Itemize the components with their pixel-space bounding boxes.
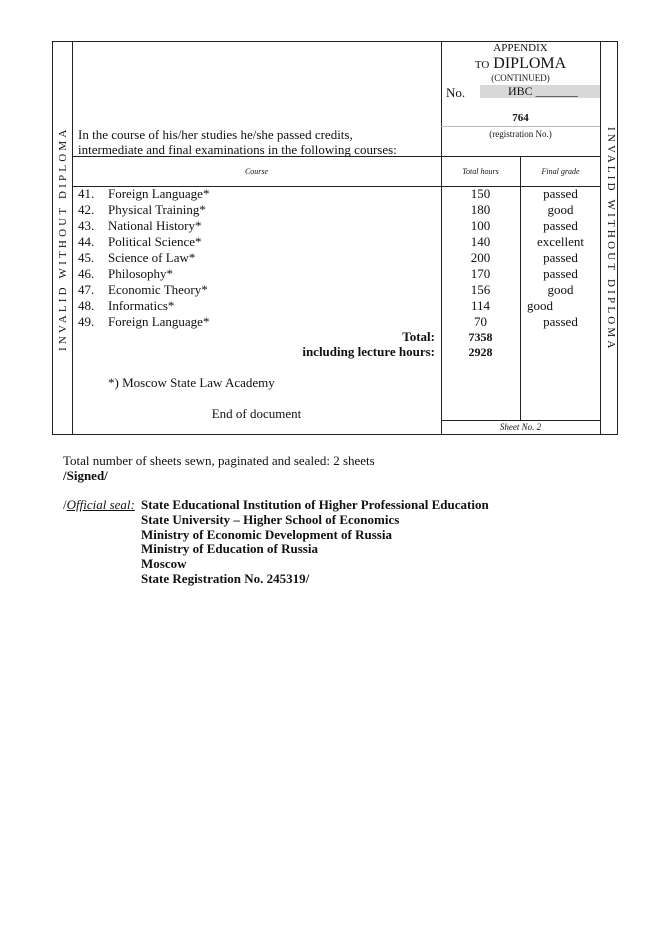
table-row [53, 250, 619, 266]
table-row [53, 282, 619, 298]
total-label: Total: [402, 329, 435, 344]
seal-line: State Educational Institution of Higher Professional Education [141, 497, 489, 512]
appendix-form [52, 41, 618, 435]
row-number: 44. [78, 234, 95, 249]
reg-line [441, 126, 600, 127]
course-name: Economic Theory* [108, 282, 208, 297]
table-row [53, 298, 619, 314]
final-grade: passed [543, 250, 578, 265]
course-name: Science of Law* [108, 250, 196, 265]
diploma-word: DIPLOMA [493, 55, 567, 72]
seal-label-text: Official seal: [66, 497, 135, 512]
final-grade: excellent [537, 234, 584, 249]
table-row [53, 266, 619, 282]
seal-line: Ministry of Education of Russia [141, 541, 318, 556]
sheets-statement: Total number of sheets sewn, paginated and sealed: 2 sheets [63, 453, 375, 468]
table-row [53, 314, 619, 330]
course-name: Philosophy* [108, 266, 174, 281]
final-grade: good [547, 282, 574, 297]
sheet-line [441, 420, 600, 421]
intro-text: In the course of his/her studies he/she passed credits, [78, 127, 353, 142]
total-hours: 100 [470, 218, 491, 233]
seal-line: Ministry of Economic Development of Russia [141, 527, 392, 542]
total-value: 7358 [468, 330, 493, 344]
side-text-right: INVALID WITHOUT DIPLOMA [605, 126, 617, 352]
table-row [53, 202, 619, 218]
final-grade: passed [543, 314, 578, 329]
final-grade: good [547, 202, 574, 217]
row-number: 43. [78, 218, 95, 233]
course-name: National History* [108, 218, 202, 233]
course-name: Foreign Language* [108, 186, 210, 201]
final-grade: good [527, 298, 553, 313]
lecture-hours-label: including lecture hours: [302, 344, 435, 359]
diploma-series: ИВС _______ [508, 84, 578, 98]
lecture-hours-value: 2928 [468, 345, 493, 359]
signed-note: /Signed/ [63, 468, 108, 483]
row-number: 47. [78, 282, 95, 297]
registration-number: 764 [512, 112, 529, 124]
total-hours: 140 [470, 234, 491, 249]
seal-line: Moscow [141, 556, 187, 571]
intro-text-2: intermediate and final examinations in the following courses: [78, 142, 397, 157]
footnote: *) Moscow State Law Academy [108, 375, 275, 390]
course-name: Physical Training* [108, 202, 206, 217]
grade-column-header: Final grade [541, 167, 580, 176]
seal-line: State University – Higher School of Economics [141, 512, 400, 527]
row-number: 42. [78, 202, 95, 217]
continued-label: (CONTINUED) [491, 73, 550, 83]
total-hours: 180 [470, 202, 491, 217]
hours-column-header: Total hours [462, 167, 499, 176]
row-number: 46. [78, 266, 95, 281]
course-name: Foreign Language* [108, 314, 210, 329]
final-grade: passed [543, 186, 578, 201]
total-hours: 150 [470, 186, 491, 201]
course-column-header: Course [244, 167, 269, 176]
final-grade: passed [543, 218, 578, 233]
registration-label: (registration No.) [489, 129, 552, 139]
end-of-document: End of document [211, 406, 302, 421]
row-number: 49. [78, 314, 95, 329]
diploma-no-label: No. [446, 85, 466, 100]
total-hours: 114 [470, 298, 491, 313]
total-hours: 156 [470, 282, 491, 297]
total-hours: 170 [470, 266, 491, 281]
course-name: Informatics* [108, 298, 175, 313]
seal-label: /Official seal: [63, 497, 135, 512]
header-top-line-right [441, 156, 600, 157]
table-row [53, 186, 619, 202]
side-text-left: INVALID WITHOUT DIPLOMA [57, 126, 69, 352]
table-row [53, 234, 619, 250]
total-hours: 200 [470, 250, 491, 265]
course-name: Political Science* [108, 234, 202, 249]
row-number: 48. [78, 298, 95, 313]
diploma-heading [441, 54, 600, 75]
seal-line: State Registration No. 245319/ [141, 571, 310, 586]
total-hours: 70 [474, 314, 487, 329]
sheet-number: Sheet No. 2 [499, 422, 542, 432]
table-row [53, 218, 619, 234]
final-grade: passed [543, 266, 578, 281]
to-word: TO [474, 59, 490, 71]
row-number: 45. [78, 250, 95, 265]
appendix-heading: APPENDIX [493, 42, 548, 54]
row-number: 41. [78, 186, 95, 201]
